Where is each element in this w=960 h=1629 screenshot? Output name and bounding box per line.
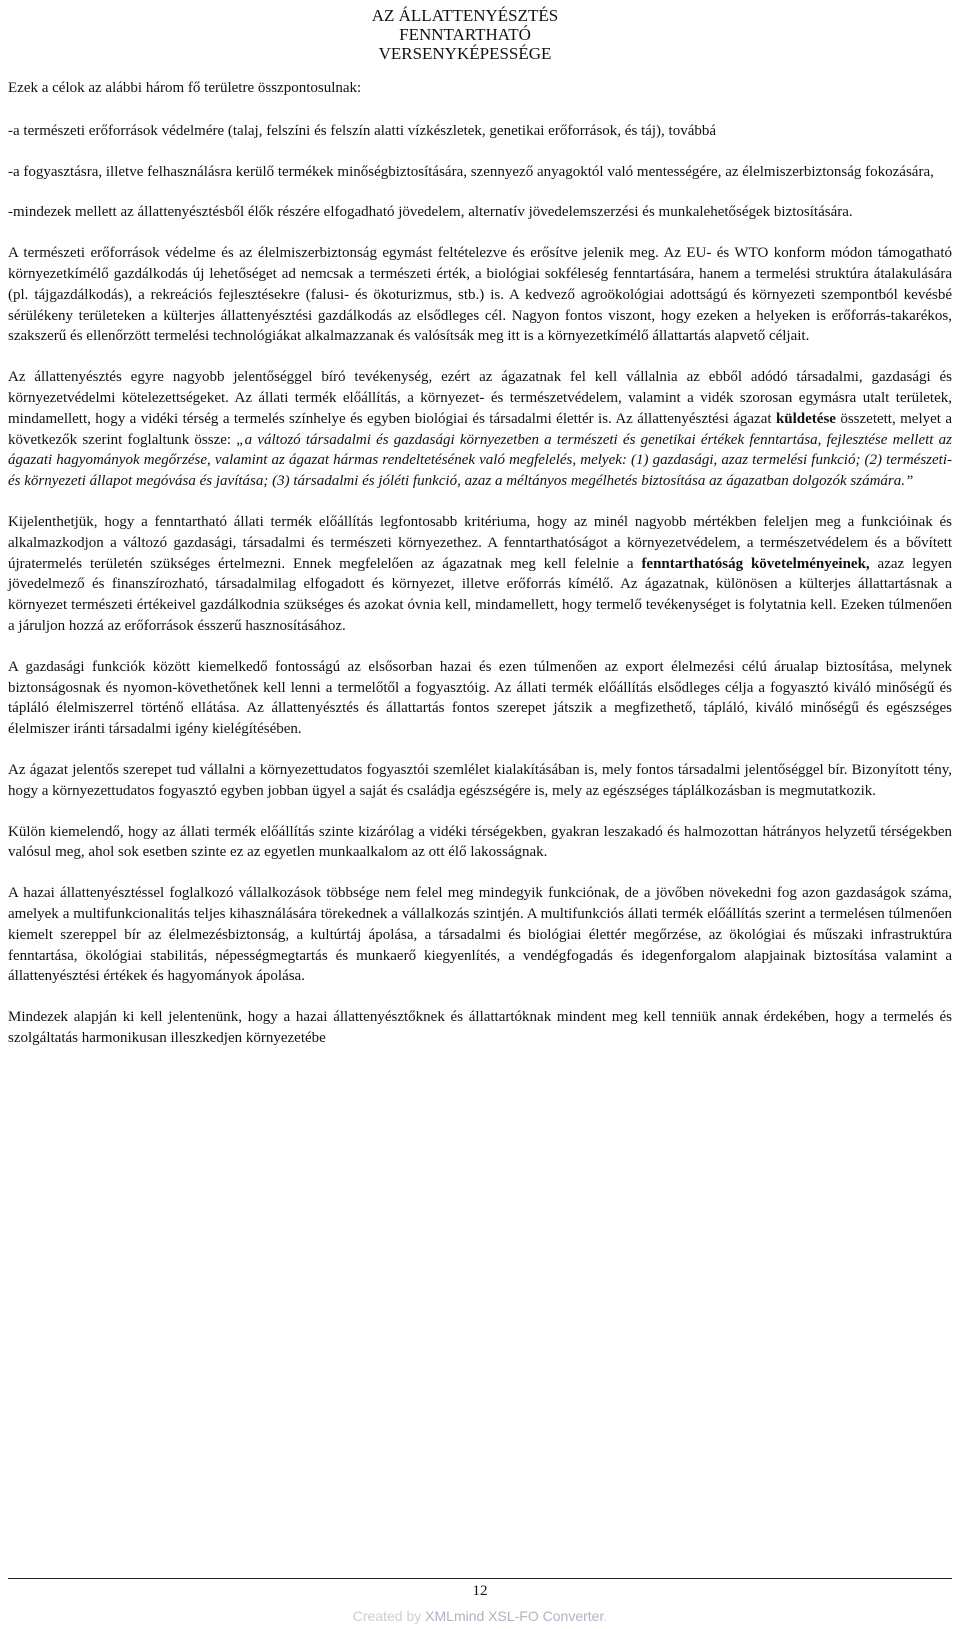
goal-item-3: -mindezek mellett az állattenyésztésből élők részére elfogadható jövedelem, alternatív jövedelemszerzési és munkalehetőségek biztosítására. [8, 204, 853, 221]
chapter-header-line-3: VERSENYKÉPESSÉGE [378, 44, 552, 63]
paragraph-conclusion: Mindezek alapján ki kell jelentenünk, hogy a hazai állattenyésztőknek és állattartóknak mindent meg kell tenniük annak érdekében, hogy a termelés és szolgáltatás harmonikusan illeszkedjen környezetébe [8, 1009, 952, 1046]
sustainability-text-b: azaz legyen jövedelmező és finanszírozható, társadalmilag elfogadott és környezet, illetve erőforrás kímélő. Az ágazatnak, különösen a külterjes állattartásnak a környezet természeti értékeivel gazdálkodnia szükséges és azokat óvnia kell, mindamellett, hogy termelő tevékenységet is folytatnia kell. Ezeken túlmenően a járuljon hozzá az erőforrások ésszerű hasznosításához. [8, 555, 952, 634]
goal-item-1: -a természeti erőforrások védelmére (talaj, felszíni és felszín alatti vízkészletek, genetikai erőforrások, és táj), továbbá [8, 122, 717, 139]
paragraph-multifunctionality: A hazai állattenyésztéssel foglalkozó vállalkozások többsége nem felel meg mindegyik funkciónak, de a jövőben növekedni fog azon gazdaságok száma, amelyek a multifunkcionalitás teljes kihasználására törekednek a vállalkozás szintjén. A multifunkciós állati termék előállítás szerint a termelésen túlmenően kiemelt szereppel bír az élelmezésbiztonság, a kultúrtáj ápolása, a társadalmi és biológiai élettér megőrzése, az ökológiai és műszaki infrastruktúra fenntartása, ökológiai stabilitás, népességmegtartás és munkaerő kiegyenlítés, a vendégfogadás és idegenforgalom alapjainak biztosítása valamint a állattenyésztési értékek és hagyományok ápolása. [8, 885, 952, 985]
intro-paragraph: Ezek a célok az alábbi három fő területre összpontosulnak: [8, 80, 362, 96]
sustainability-bold-term: fenntarthatóság követelményeinek, [641, 555, 870, 572]
mission-text-b: összetett, melyet a következők szerint foglaltunk össze: [8, 410, 952, 448]
sustainability-text-a: Kijelenthetjük, hogy a fenntartható állati termék előállítás legfontosabb kritériuma, hogy az minél nagyobb mértékben feleljen meg a funkcióinak és alkalmazkodjon a változó gazdasági, társadalmi és természeti környezethez. A fenntarthatóságot a környezetvédelem, a természetvédelem és a bővített újratermelés területén szükséges értelmezni. Ennek megfelelően az ágazatnak meg kell felelnie a [8, 513, 952, 572]
paragraph-economic-functions: A gazdasági funkciók között kiemelkedő fontosságú az elsősorban hazai és ezen túlmenően az export élelmezési célú árualap biztosítása, melynek biztonságosnak és nyomon-követhetőnek kell lenni a termelőtől a fogyasztóig. Az állati termék előállítás elsődleges célja a fogyasztó kiváló minőségű és tápláló élelmiszerrel történő ellátása. Az állattenyésztés és állattartás fontos szerepet játszik a megfizethető, tápláló, kiváló minőségű és egészséges élelmiszer iránti társadalmi igény kielégítésében. [8, 658, 952, 738]
paragraph-sustainability [8, 512, 952, 637]
watermark-prefix: Created by [352, 1608, 426, 1624]
watermark-suffix: . [603, 1608, 608, 1624]
paragraph-resources: A természeti erőforrások védelme és az élelmiszerbiztonság egymást feltételezve és erősítve jelenik meg. Az EU- és WTO konform módon támogatható környezetkímélő gazdálkodás új lehetőséget ad nemcsak a természeti érték, a biológiai sokféleség fenntartására, hanem a termelési struktúra átalakulására (pl. tájgazdálkodás), a rekreációs fejlesztésekre (falusi- és ökoturizmus, stb.) is. A kedvező agroökológiai adottságú és környezeti szempontból kevésbé sérülékeny területeken a külterjes állattenyésztési gazdálkodás az elsődleges cél. Nagyon fontos viszont, hogy ezeken a helyeken is erőforrás-takarékos, szakszerű és ellenőrzött termelési technológiákat alkalmazzanak és valósítsák meg itt is a környezetkímélő állattartás alapvető céljait. [8, 245, 952, 345]
paragraph-consumer-awareness: Az ágazat jelentős szerepet tud vállalni a környezettudatos fogyasztói szemlélet kialakításában is, mely fontos társadalmi jelentőséggel bír. Bizonyított tény, hogy a környezettudatos fogyasztó egyben jobban ügyel a saját és családja egészségére is, mely az egészséges táplálkozásban is megmutatkozik. [8, 761, 952, 799]
paragraph-rural-regions: Külön kiemelendő, hogy az állati termék előállítás szinte kizárólag a vidéki térségekben, gyakran leszakadó és halmozottan hátrányos helyzetű térségekben valósul meg, ahol sok esetben szinte ez az egyetlen munkaalkalom az ott élő lakosságnak. [8, 823, 952, 861]
mission-bold-term: küldetése [775, 410, 836, 427]
goal-item-2: -a fogyasztásra, illetve felhasználásra kerülő termékek minőségbiztosítására, szennyező anyagoktól való mentességére, az élelmiszerbiztonság fokozására, [8, 163, 934, 180]
chapter-header-line-2: FENNTARTHATÓ [399, 25, 531, 44]
mission-text-a: Az állattenyésztés egyre nagyobb jelentőséggel bíró tevékenység, ezért az ágazatnak fel kell vállalnia az ebből adódó társadalmi, gazdasági és környezetvédelmi kötelezettségeket. Az állati termék előállítás, a környezet- és természetvédelem, valamint a vidék szorosan egymásra utalt területek, mindamellett, hogy a vidéki térség a termelés színhelye és egyben biológiai és társadalmi élettér is. Az állattenyésztési ágazat [8, 369, 952, 427]
chapter-header [330, 6, 600, 63]
mission-quote: „a változó társadalmi és gazdasági környezetben a természeti és genetikai értékek fenntartása, fejlesztése mellett az ágazati hagyományok megőrzése, valamint az ágazat hármas rendeltetésének való megfelelés, melyek: (1) gazdasági, azaz termelési funkció; (2) természeti- és környezeti állapot megóvása és javítása; (3) társadalmi és jóléti funkció, azaz a méltányos megélhetés biztosítása az ágazatban dolgozók számára.” [8, 431, 952, 490]
converter-watermark [0, 1608, 960, 1624]
page-number: 12 [472, 1583, 488, 1599]
watermark-product: XMLmind XSL-FO Converter [425, 1608, 604, 1624]
page-body [8, 78, 952, 1069]
paragraph-mission [8, 367, 952, 492]
chapter-header-line-1: AZ ÁLLATTENYÉSZTÉS [371, 6, 559, 25]
footer-divider [8, 1578, 952, 1579]
